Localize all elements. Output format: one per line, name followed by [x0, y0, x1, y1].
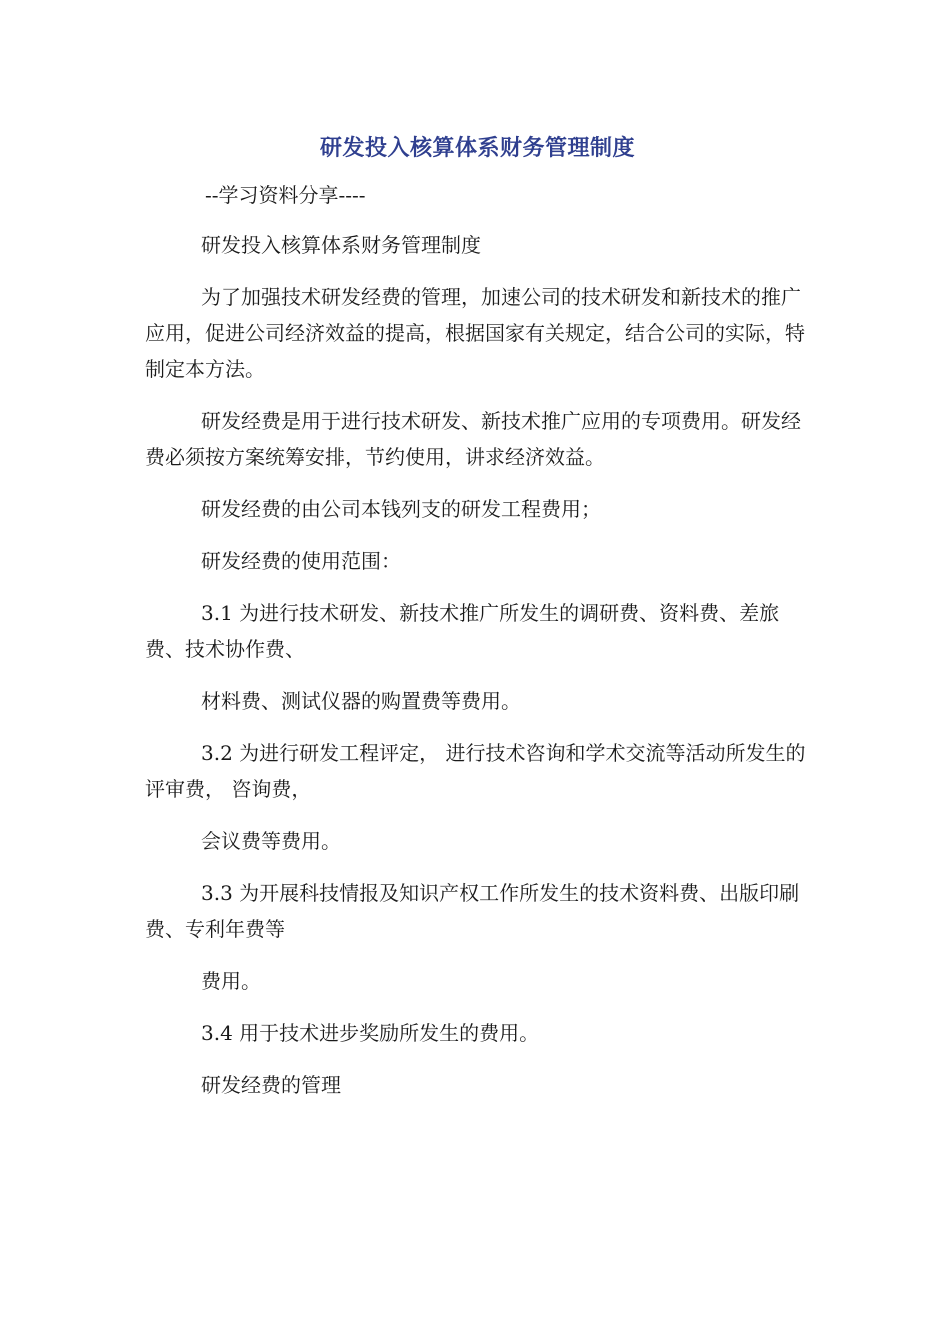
paragraph-scope-heading: 研发经费的使用范围：	[201, 549, 401, 573]
paragraph-item-3-2: 3.2 为进行研发工程评定， 进行技术咨询和学术交流等活动所发生的评审费， 咨询费，	[145, 741, 806, 801]
paragraph-item-3-1-cont: 材料费、测试仪器的购置费等费用。	[201, 689, 521, 713]
paragraph-heading: 研发投入核算体系财务管理制度	[201, 233, 481, 257]
paragraph-purpose: 为了加强技术研发经费的管理，加速公司的技术研发和新技术的推广应用，促进公司经济效益的提高，根据国家有关规定，结合公司的实际，特制定本方法。	[145, 285, 805, 381]
paragraph-item-3-3: 3.3 为开展科技情报及知识产权工作所发生的技术资料费、出版印刷费、专利年费等	[145, 881, 800, 941]
paragraph-source: 研发经费的由公司本钱列支的研发工程费用；	[201, 497, 601, 521]
document-subtitle: --学习资料分享----	[205, 183, 366, 207]
paragraph-management: 研发经费的管理	[201, 1073, 341, 1097]
document-body	[145, 127, 810, 1119]
paragraph-definition: 研发经费是用于进行技术研发、新技术推广应用的专项费用。研发经费必须按方案统筹安排，节约使用，讲求经济效益。	[145, 409, 801, 469]
document-title: 研发投入核算体系财务管理制度	[319, 136, 635, 161]
paragraph-item-3-2-cont: 会议费等费用。	[201, 829, 341, 853]
paragraph-item-3-3-cont: 费用。	[201, 969, 261, 993]
paragraph-item-3-4: 3.4 用于技术进步奖励所发生的费用。	[201, 1021, 540, 1045]
paragraph-item-3-1: 3.1 为进行技术研发、新技术推广所发生的调研费、资料费、差旅费、技术协作费、	[145, 601, 780, 661]
